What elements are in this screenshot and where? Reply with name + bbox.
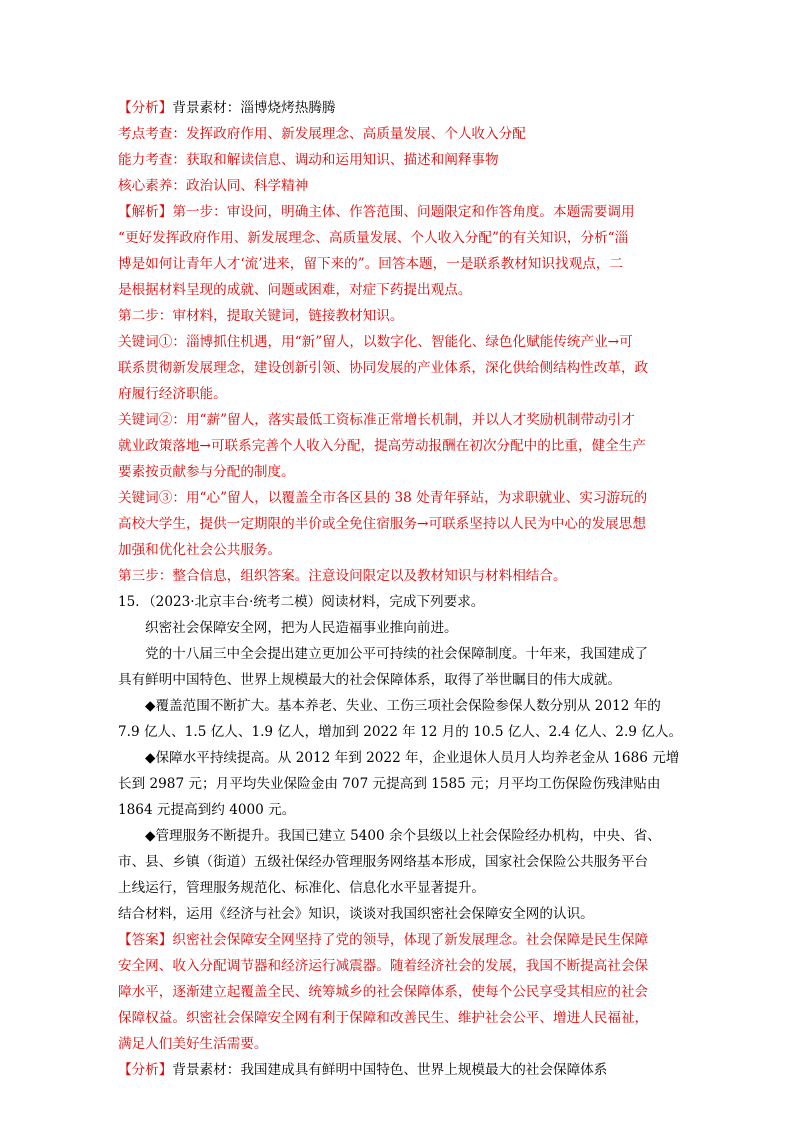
- explain-line-2: 博是如何让青年人才‘流’进来，留下来的”。回答本题，一是联系教材知识找观点，二: [118, 256, 623, 272]
- keyword1-line-1: 联系贯彻新发展理念，建设创新引领、协同发展的产业体系，深化供给侧结构性改革，政: [118, 360, 649, 376]
- answer-line-2: 障水平，逐渐建立起覆盖全民、统筹城乡的社会保障体系，使每个公民享受其相应的社会: [118, 984, 649, 1000]
- answer-line-4: 满足人们美好生活需要。: [118, 1036, 268, 1052]
- explain-tag: 【解析】: [118, 204, 173, 220]
- answer-tag: 【答案】: [118, 932, 173, 948]
- analysis2-tag: 【分析】: [118, 1062, 173, 1078]
- material-para4-line-0: ◆管理服务不断提升。我国已建立 5400 余个县级以上社会保险经办机构，中央、省、: [145, 828, 661, 844]
- explain-text-0: 第一步：审设问，明确主体、作答范围、问题限定和作答角度。本题需要调用: [172, 204, 635, 220]
- material-title: 织密社会保障安全网，把为人民造福事业推向前进。: [145, 620, 458, 636]
- material-para4-line-1: 市、县、乡镇（街道）五级社保经办管理服务网络基本形成，国家社会保险公共服务平台: [118, 854, 649, 870]
- ability-line: 能力考查：获取和解读信息、调动和运用知识、描述和阐释事物: [118, 152, 499, 168]
- literacy-line: 核心素养：政治认同、科学精神: [118, 178, 309, 194]
- keyword1-line-0: 关键词①：淄博抓住机遇，用“新”留人，以数字化、智能化、绿色化赋能传统产业→可: [118, 334, 633, 350]
- analysis2-text: 背景素材：我国建成具有鲜明中国特色、世界上规模最大的社会保障体系: [172, 1062, 608, 1078]
- material-para3-line-0: ◆保障水平持续提高。从 2012 年到 2022 年，企业退休人员月人均养老金从 1686 元增: [145, 750, 680, 766]
- explain-line-1: “更好发挥政府作用、新发展理念、高质量发展、个人收入分配”的有关知识，分析“淄: [118, 230, 629, 246]
- keyword3-line-0: 关键词③：用“心”留人，以覆盖全市各区县的 38 处青年驿站，为求职就业、实习游玩的: [118, 490, 648, 506]
- analysis-text: 背景素材：淄博烧烤热腾腾: [172, 100, 336, 116]
- keyword3-line-2: 加强和优化社会公共服务。: [118, 542, 282, 558]
- answer-line-3: 保障权益。织密社会保障安全网有利于保障和改善民生、维护社会公平、增进人民福祉，: [118, 1010, 649, 1026]
- material-para1-line-0: 党的十八届三中全会提出建立更加公平可持续的社会保障制度。十年来，我国建成了: [145, 646, 648, 662]
- material-para4-line-2: 上线运行，管理服务规范化、标准化、信息化水平显著提升。: [118, 880, 486, 896]
- material-para2-line-0: ◆覆盖范围不断扩大。基本养老、失业、工伤三项社会保险参保人数分别从 2012 年的: [145, 698, 661, 714]
- answer-text-0: 织密社会保障安全网坚持了党的领导，体现了新发展理念。社会保障是民生保障: [172, 932, 649, 948]
- material-para3-line-1: 长到 2987 元；月平均失业保险金由 707 元提高到 1585 元；月平均工伤保险伤残津贴由: [118, 776, 661, 792]
- keyword2-line-0: 关键词②：用“薪”留人，落实最低工资标准正常增长机制，并以人才奖励机制带动引才: [118, 412, 635, 428]
- keyword2-line-2: 要素按贡献参与分配的制度。: [118, 464, 295, 480]
- material-para3-line-2: 1864 元提高到约 4000 元。: [118, 802, 296, 818]
- analysis-line: [118, 95, 684, 121]
- step2-line: 第二步：审材料，提取关键词，链接教材知识。: [118, 308, 404, 324]
- keyword2-line-1: 就业政策落地→可联系完善个人收入分配，提高劳动报酬在初次分配中的比重，健全生产: [118, 438, 646, 454]
- material-para2-line-1: 7.9 亿人、1.5 亿人、1.9 亿人，增加到 2022 年 12 月的 10.5 亿人、2.4 亿人、2.9 亿人。: [118, 724, 683, 740]
- material-para1-line-1: 具有鲜明中国特色、世界上规模最大的社会保障体系，取得了举世瞩目的伟大成就。: [118, 672, 621, 688]
- question-header: 15．（2023·北京丰台·统考二模）阅读材料，完成下列要求。: [118, 594, 485, 610]
- analysis-tag: 【分析】: [118, 100, 173, 116]
- document-page: [118, 95, 684, 1083]
- question-prompt: 结合材料，运用《经济与社会》知识，谈谈对我国织密社会保障安全网的认识。: [118, 906, 594, 922]
- explain-line-0: [118, 199, 684, 225]
- keyword1-line-2: 府履行经济职能。: [118, 386, 227, 402]
- explain-line-3: 是根据材料呈现的成就、问题或困难，对症下药提出观点。: [118, 282, 472, 298]
- answer-line-0: [118, 927, 684, 953]
- step3-line: 第三步：整合信息，组织答案。注意设问限定以及教材知识与材料相结合。: [118, 568, 567, 584]
- answer-line-1: 安全网、收入分配调节器和经济运行减震器。随着经济社会的发展，我国不断提高社会保: [118, 958, 649, 974]
- keyword3-line-1: 高校大学生，提供一定期限的半价或全免住宿服务→可联系坚持以人民为中心的发展思想: [118, 516, 646, 532]
- exam-points: 考点考查：发挥政府作用、新发展理念、高质量发展、个人收入分配: [118, 126, 526, 142]
- analysis2-line: [118, 1057, 684, 1083]
